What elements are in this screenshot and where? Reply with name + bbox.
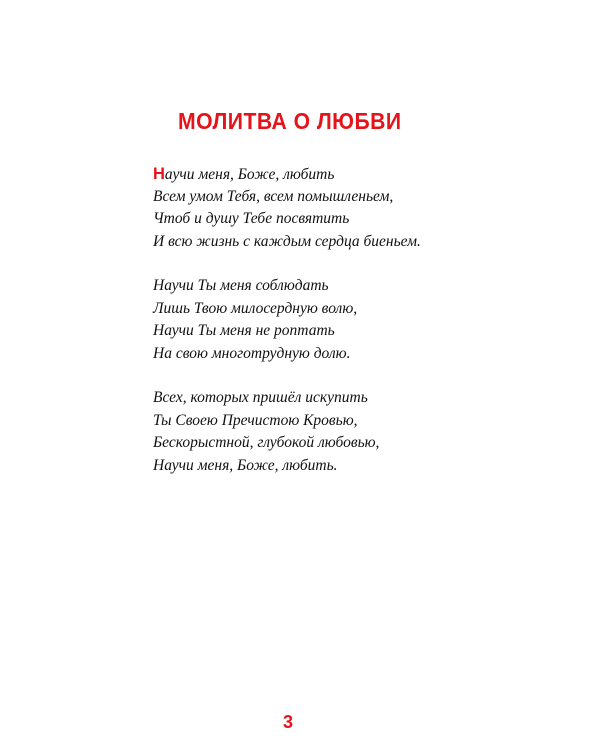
poem-line: Научи Ты меня не роптать <box>153 322 335 339</box>
poem-line: Лишь Твою милосердную волю, <box>153 299 358 317</box>
drop-cap-letter: Н <box>153 165 165 183</box>
poem-line: И всю жизнь с каждым сердца биеньем. <box>153 232 421 250</box>
stanza-2 <box>153 275 421 365</box>
poem-body <box>153 163 421 499</box>
stanza-1 <box>153 163 421 253</box>
stanza-3 <box>153 387 421 477</box>
poem-line: Чтоб и душу Тебе посвятить <box>153 210 350 227</box>
poem-line-text: аучи меня, Боже, любить <box>164 166 335 183</box>
poem-line: Всех, которых пришёл искупить <box>153 389 368 406</box>
poem-line: Научи Ты меня соблюдать <box>153 277 329 294</box>
poem-title: МОЛИТВА О ЛЮБВИ <box>178 108 402 134</box>
poem-line: Всем умом Тебя, всем помышленьем, <box>153 187 394 205</box>
poem-line: На свою многотрудную долю. <box>153 344 351 362</box>
poem-line: Ты Своею Пречистою Кровью, <box>153 411 358 429</box>
page-number: 3 <box>283 712 294 732</box>
poem-line: Бескорыстной, глубокой любовью, <box>153 434 380 451</box>
poem-line: Научи меня, Боже, любить. <box>153 456 338 474</box>
poem-line <box>153 163 421 186</box>
